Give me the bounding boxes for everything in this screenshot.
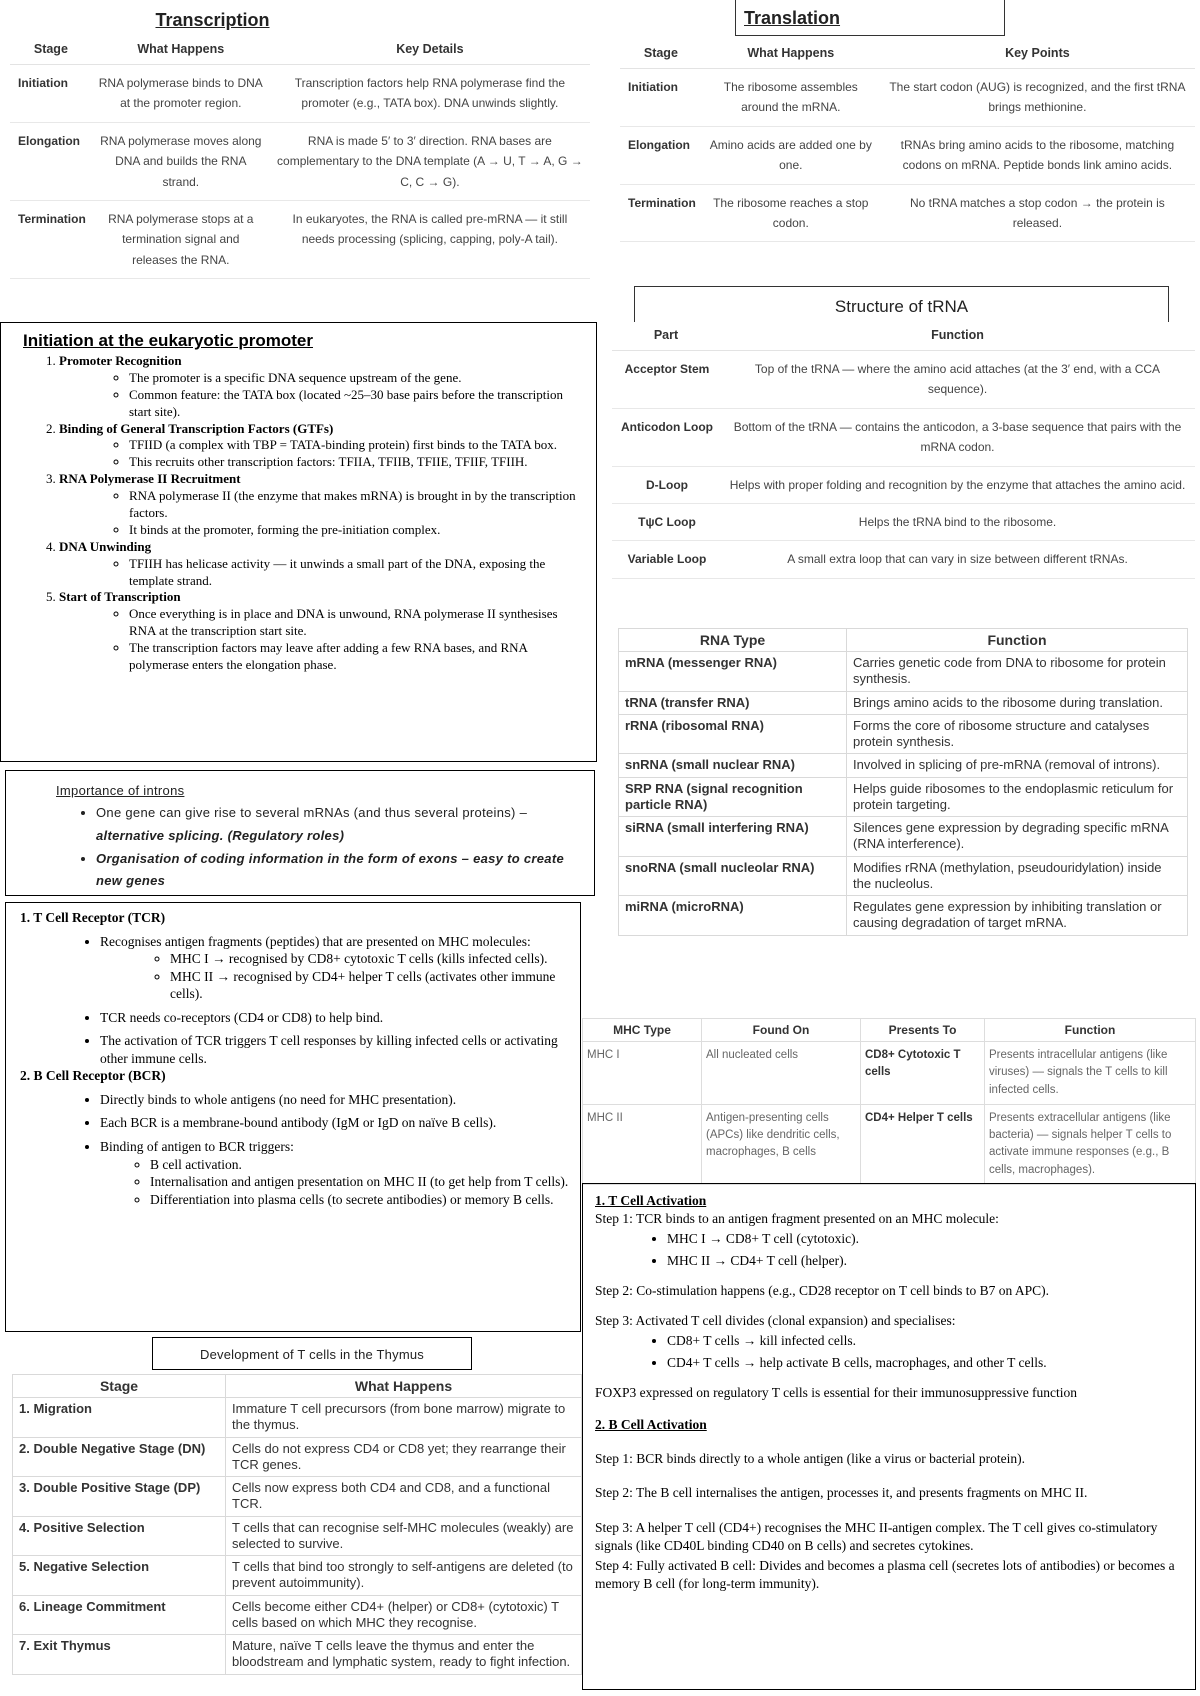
list-item: • CD4+ T cells → help activate B cells, macrophages, and other T cells. (667, 1354, 1185, 1372)
table-row (10, 122, 590, 200)
key-cell: Transcription factors help RNA polymerase find the promoter (e.g., TATA box). DNA unwinds slightly. (270, 65, 590, 123)
found-cell: All nucleated cells (702, 1042, 861, 1105)
trna-title: Structure of tRNA (634, 286, 1169, 322)
introns-box (5, 770, 595, 896)
table-row (13, 1477, 582, 1517)
rna-types-section (618, 628, 1188, 936)
translation-title: Translation (735, 0, 1005, 36)
rna-types-table (618, 628, 1188, 936)
t-step-1: Step 1: TCR binds to an antigen fragment presented on an MHC molecule: (595, 1211, 999, 1227)
translation-table (620, 40, 1195, 242)
list-item: • TCR needs co-receptors (CD4 or CD8) to help bind. (100, 1009, 570, 1027)
introns-list (56, 802, 584, 893)
part-cell: Acceptor Stem (612, 351, 720, 409)
table-row (612, 408, 1195, 466)
table-row (620, 184, 1195, 242)
table-row (612, 466, 1195, 503)
table-header: Presents To (861, 1019, 985, 1042)
table-header: Found On (702, 1019, 861, 1042)
stage-cell: Termination (620, 184, 702, 242)
table-row (619, 691, 1188, 714)
found-cell: Antigen-presenting cells (APCs) like dendritic cells, macrophages, B cells (702, 1104, 861, 1184)
transcription-table (10, 36, 590, 279)
trna-table (612, 322, 1195, 579)
type-cell: siRNA (small interfering RNA) (619, 817, 847, 857)
table-row (583, 1042, 1196, 1105)
function-cell: Presents intracellular antigens (like viruses) — signals the T cells to kill infected cells. (985, 1042, 1196, 1105)
mhc-table (582, 1018, 1196, 1185)
what-cell: Cells now express both CD4 and CD8, and a functional TCR. (226, 1477, 582, 1517)
stage-cell: 4. Positive Selection (13, 1516, 226, 1556)
function-cell: Presents extracellular antigens (like bacteria) — signals helper T cells to activate immune responses (e.g., B cells, macrophages). (985, 1104, 1196, 1184)
list-item: • MHC I → CD8+ T cell (cytotoxic). (667, 1230, 1185, 1248)
function-cell: Helps with proper folding and recognition by the enzyme that attaches the amino acid. (720, 466, 1195, 503)
promoter-title: Initiation at the eukaryotic promoter (23, 331, 313, 350)
table-header: Part (612, 322, 720, 351)
t-step-3: Step 3: Activated T cell divides (clonal expansion) and specialises: (595, 1313, 956, 1329)
table-row (619, 754, 1188, 777)
key-cell: No tRNA matches a stop codon → the protein is released. (880, 184, 1195, 242)
function-cell: Regulates gene expression by inhibiting translation or causing degradation of target mRNA. (847, 896, 1188, 936)
promoter-box (0, 322, 597, 762)
function-cell: Silences gene expression by degrading specific mRNA (RNA interference). (847, 817, 1188, 857)
thymus-title: Development of T cells in the Thymus (152, 1337, 472, 1370)
stage-cell: 6. Lineage Commitment (13, 1595, 226, 1635)
table-row (13, 1437, 582, 1477)
table-row (612, 503, 1195, 540)
table-row (619, 714, 1188, 754)
stage-cell: 1. Migration (13, 1398, 226, 1438)
part-cell: Anticodon Loop (612, 408, 720, 466)
translation-section (620, 0, 1195, 242)
receptors-box (5, 902, 581, 1332)
stage-cell: Initiation (10, 65, 92, 123)
bcr-title: 2. B Cell Receptor (BCR) (20, 1068, 166, 1084)
what-cell: T cells that bind too strongly to self-antigens are deleted (to prevent autoimmunity). (226, 1556, 582, 1596)
list-item: ◦ Differentiation into plasma cells (to secrete antibodies) or memory B cells. (150, 1191, 570, 1209)
b-step-3: Step 3: A helper T cell (CD4+) recognises the MHC II-antigen complex. The T cell gives co-stimulatory signals (like CD40L binding CD40 on B cells) and secretes cytokines. (595, 1519, 1158, 1553)
type-cell: rRNA (ribosomal RNA) (619, 714, 847, 754)
type-cell: mRNA (messenger RNA) (619, 652, 847, 692)
what-cell: Cells do not express CD4 or CD8 yet; they rearrange their TCR genes. (226, 1437, 582, 1477)
thymus-table (12, 1374, 582, 1675)
part-cell: D-Loop (612, 466, 720, 503)
list-item: ◦ The promoter is a specific DNA sequence upstream of the gene. (129, 370, 586, 387)
list-item: 1. Promoter Recognition ◦ The promoter is a specific DNA sequence upstream of the gene. ◦ Common feature: the TATA box (located ~25–30 base pairs before the transcription start site). (59, 353, 586, 421)
table-header: Stage (10, 36, 92, 65)
key-cell: tRNAs bring amino acids to the ribosome, matching codons on mRNA. Peptide bonds link amino acids. (880, 126, 1195, 184)
presents-cell: CD4+ Helper T cells (861, 1104, 985, 1184)
table-row (619, 652, 1188, 692)
list-item: • Organisation of coding information in the form of exons – easy to create new genes (96, 848, 584, 894)
foxp3-note: FOXP3 expressed on regulatory T cells is essential for their immunosuppressive function (595, 1384, 1078, 1400)
what-cell: Amino acids are added one by one. (702, 126, 880, 184)
table-row (619, 817, 1188, 857)
table-header: What Happens (702, 40, 880, 69)
list-item: 3. RNA Polymerase II Recruitment ◦ RNA polymerase II (the enzyme that makes mRNA) is brought in by the transcription factors. ◦ It binds at the promoter, forming the pre-initiation complex. (59, 471, 586, 539)
key-cell: In eukaryotes, the RNA is called pre-mRNA — it still needs processing (splicing, capping, poly-A tail). (270, 200, 590, 278)
what-cell: The ribosome reaches a stop codon. (702, 184, 880, 242)
table-row (619, 856, 1188, 896)
stage-cell: Elongation (10, 122, 92, 200)
list-item: ◦ RNA polymerase II (the enzyme that makes mRNA) is brought in by the transcription factors. (129, 488, 586, 522)
type-cell: tRNA (transfer RNA) (619, 691, 847, 714)
table-header: Key Points (880, 40, 1195, 69)
list-item: ◦ This recruits other transcription factors: TFIIA, TFIIB, TFIIE, TFIIF, TFIIH. (129, 454, 586, 471)
t-activation-title: 1. T Cell Activation (595, 1193, 707, 1208)
table-row (620, 126, 1195, 184)
part-cell: TψC Loop (612, 503, 720, 540)
table-row (620, 69, 1195, 127)
function-cell: Helps guide ribosomes to the endoplasmic reticulum for protein targeting. (847, 777, 1188, 817)
tcr-title: 1. T Cell Receptor (TCR) (20, 910, 166, 925)
type-cell: snRNA (small nuclear RNA) (619, 754, 847, 777)
stage-cell: 5. Negative Selection (13, 1556, 226, 1596)
part-cell: Variable Loop (612, 541, 720, 578)
trna-section (612, 286, 1195, 579)
table-row (13, 1398, 582, 1438)
list-item: ◦ It binds at the promoter, forming the pre-initiation complex. (129, 522, 586, 539)
what-cell: Immature T cell precursors (from bone marrow) migrate to the thymus. (226, 1398, 582, 1438)
b-step-2: Step 2: The B cell internalises the antigen, processes it, and presents fragments on MHC II. (595, 1485, 1088, 1501)
what-cell: T cells that can recognise self-MHC molecules (weakly) are selected to survive. (226, 1516, 582, 1556)
type-cell: MHC I (583, 1042, 702, 1105)
table-header: Stage (13, 1375, 226, 1398)
stage-cell: Initiation (620, 69, 702, 127)
mhc-section (582, 1018, 1196, 1185)
list-item: ◦ Internalisation and antigen presentation on MHC II (to get help from T cells). (150, 1173, 570, 1191)
list-item: ◦ Once everything is in place and DNA is unwound, RNA polymerase II synthesises RNA at the transcription start site. (129, 606, 586, 640)
bcr-list (20, 1091, 570, 1208)
stage-cell: 2. Double Negative Stage (DN) (13, 1437, 226, 1477)
list-item: ◦ TFIID (a complex with TBP = TATA-binding protein) first binds to the TATA box. (129, 437, 586, 454)
what-cell: Cells become either CD4+ (helper) or CD8+ (cytotoxic) T cells based on which MHC they recognise. (226, 1595, 582, 1635)
what-cell: RNA polymerase moves along DNA and builds the RNA strand. (92, 122, 270, 200)
list-item: ◦ MHC II → recognised by CD4+ helper T cells (activates other immune cells). (170, 968, 570, 1003)
table-row (583, 1104, 1196, 1184)
function-cell: Modifies rRNA (methylation, pseudouridylation) inside the nucleolus. (847, 856, 1188, 896)
function-cell: Carries genetic code from DNA to ribosome for protein synthesis. (847, 652, 1188, 692)
function-cell: A small extra loop that can vary in size between different tRNAs. (720, 541, 1195, 578)
table-row (10, 65, 590, 123)
promoter-list (23, 353, 586, 674)
list-item: • One gene can give rise to several mRNAs (and thus several proteins) – alternative splicing. (Regulatory roles) (96, 802, 584, 848)
function-cell: Bottom of the tRNA — contains the anticodon, a 3-base sequence that pairs with the mRNA codon. (720, 408, 1195, 466)
type-cell: MHC II (583, 1104, 702, 1184)
list-item: • Directly binds to whole antigens (no need for MHC presentation). (100, 1091, 570, 1109)
what-cell: The ribosome assembles around the mRNA. (702, 69, 880, 127)
table-row (619, 896, 1188, 936)
list-item: 2. Binding of General Transcription Factors (GTFs) ◦ TFIID (a complex with TBP = TATA-binding protein) first binds to the TATA box. ◦ This recruits other transcription factors: TFIIA, TFIIB, TFIIE, TFIIF, TFIIH. (59, 421, 586, 472)
table-row (13, 1635, 582, 1675)
list-item: ◦ MHC I → recognised by CD8+ cytotoxic T cells (kills infected cells). (170, 950, 570, 968)
function-cell: Brings amino acids to the ribosome during translation. (847, 691, 1188, 714)
list-item: 4. DNA Unwinding ◦ TFIIH has helicase activity — it unwinds a small part of the DNA, exposing the template strand. (59, 539, 586, 590)
table-header: What Happens (92, 36, 270, 65)
key-cell: RNA is made 5′ to 3′ direction. RNA bases are complementary to the DNA template (A → U, T → A, G → C, C → G). (270, 122, 590, 200)
table-header: MHC Type (583, 1019, 702, 1042)
tcr-list (20, 933, 570, 1068)
introns-title: Importance of introns (56, 783, 185, 798)
t-step-2: Step 2: Co-stimulation happens (e.g., CD28 receptor on T cell binds to B7 on APC). (595, 1282, 1049, 1298)
table-header: RNA Type (619, 629, 847, 652)
table-row (13, 1595, 582, 1635)
what-cell: RNA polymerase stops at a termination signal and releases the RNA. (92, 200, 270, 278)
function-cell: Forms the core of ribosome structure and catalyses protein synthesis. (847, 714, 1188, 754)
b-step-4: Step 4: Fully activated B cell: Divides and becomes a plasma cell (secretes lots of antibodies) or becomes a memory B cell (for long-term immunity). (595, 1558, 1175, 1592)
what-cell: Mature, naïve T cells leave the thymus and enter the bloodstream and lymphatic system, ready to fight infection. (226, 1635, 582, 1675)
list-item: ◦ B cell activation. (150, 1156, 570, 1174)
table-row (619, 777, 1188, 817)
function-cell: Top of the tRNA — where the amino acid attaches (at the 3′ end, with a CCA sequence). (720, 351, 1195, 409)
list-item: • Recognises antigen fragments (peptides) that are presented on MHC molecules: ◦ MHC I → recognised by CD8+ cytotoxic T cells (kills infected cells). ◦ MHC II → recognised by CD4+ helper T cells (activates other immune cells). (100, 933, 570, 1003)
stage-cell: Termination (10, 200, 92, 278)
list-item: ◦ TFIIH has helicase activity — it unwinds a small part of the DNA, exposing the template strand. (129, 556, 586, 590)
table-row (10, 200, 590, 278)
table-header: Stage (620, 40, 702, 69)
type-cell: SRP RNA (signal recognition particle RNA) (619, 777, 847, 817)
table-header: Key Details (270, 36, 590, 65)
transcription-section (10, 10, 590, 279)
key-cell: The start codon (AUG) is recognized, and the first tRNA brings methionine. (880, 69, 1195, 127)
what-cell: RNA polymerase binds to DNA at the promoter region. (92, 65, 270, 123)
type-cell: snoRNA (small nucleolar RNA) (619, 856, 847, 896)
function-cell: Involved in splicing of pre-mRNA (removal of introns). (847, 754, 1188, 777)
b-activation-title: 2. B Cell Activation (595, 1416, 707, 1432)
type-cell: miRNA (microRNA) (619, 896, 847, 936)
table-header: Function (985, 1019, 1196, 1042)
table-header: Function (847, 629, 1188, 652)
table-row (13, 1516, 582, 1556)
list-item: • The activation of TCR triggers T cell responses by killing infected cells or activating other immune cells. (100, 1032, 570, 1067)
stage-cell: Elongation (620, 126, 702, 184)
table-row (13, 1556, 582, 1596)
list-item: ◦ Common feature: the TATA box (located ~25–30 base pairs before the transcription start site). (129, 387, 586, 421)
stage-cell: 3. Double Positive Stage (DP) (13, 1477, 226, 1517)
list-item: 5. Start of Transcription ◦ Once everything is in place and DNA is unwound, RNA polymerase II synthesises RNA at the transcription start site. ◦ The transcription factors may leave after adding a few RNA bases, and RNA polymerase enters the elongation phase. (59, 589, 586, 673)
activation-box (582, 1183, 1196, 1690)
function-cell: Helps the tRNA bind to the ribosome. (720, 503, 1195, 540)
table-row (612, 541, 1195, 578)
list-item: • CD8+ T cells → kill infected cells. (667, 1332, 1185, 1350)
list-item: ◦ The transcription factors may leave after adding a few RNA bases, and RNA polymerase enters the elongation phase. (129, 640, 586, 674)
list-item: • MHC II → CD4+ T cell (helper). (667, 1252, 1185, 1270)
t-step-1-list (595, 1230, 1185, 1269)
table-row (612, 351, 1195, 409)
b-step-1: Step 1: BCR binds directly to a whole antigen (like a virus or bacterial protein). (595, 1451, 1026, 1467)
list-item: • Binding of antigen to BCR triggers: ◦ B cell activation. ◦ Internalisation and antigen presentation on MHC II (to get help from T cells). ◦ Differentiation into plasma cells (to secrete antibodies) or memory B cells. (100, 1138, 570, 1208)
list-item: • Each BCR is a membrane-bound antibody (IgM or IgD on naïve B cells). (100, 1114, 570, 1132)
table-header: Function (720, 322, 1195, 351)
t-step-3-list (595, 1332, 1185, 1371)
transcription-title: Transcription (155, 10, 270, 30)
presents-cell: CD8+ Cytotoxic T cells (861, 1042, 985, 1105)
thymus-section (12, 1374, 582, 1675)
table-header: What Happens (226, 1375, 582, 1398)
stage-cell: 7. Exit Thymus (13, 1635, 226, 1675)
